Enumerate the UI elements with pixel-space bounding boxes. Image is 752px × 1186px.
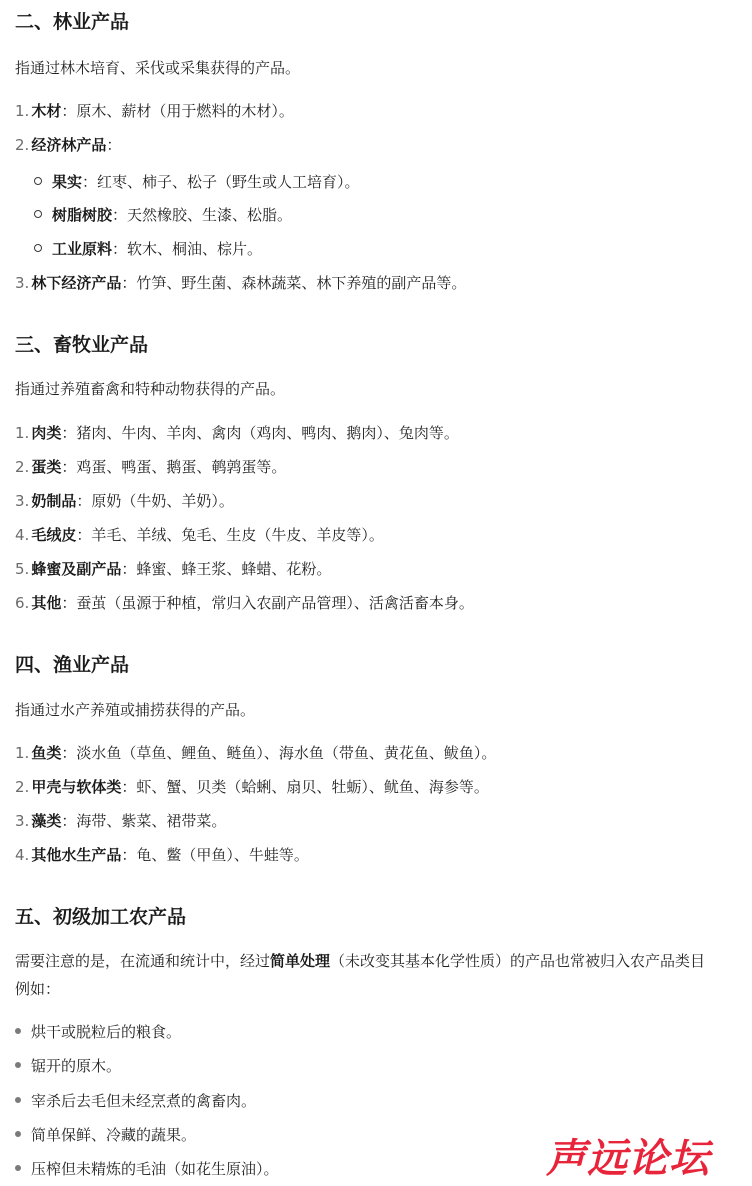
list-number: 3. — [15, 812, 30, 830]
bullet-dot-icon — [15, 1165, 21, 1171]
list-number: 2. — [15, 136, 30, 154]
bullet-text: 简单保鲜、冷藏的蔬果。 — [31, 1126, 197, 1144]
list-number: 1. — [15, 744, 30, 762]
item-text: ：龟、鳖（甲鱼）、牛蛙等。 — [121, 846, 309, 864]
item-text: ：软木、桐油、棕片。 — [112, 240, 263, 258]
item-label: 经济林产品 — [31, 136, 107, 154]
list-number: 2. — [15, 778, 30, 796]
section-title-forestry: 二、林业产品 — [15, 11, 130, 33]
list-number: 3. — [15, 274, 30, 292]
list-number: 4. — [15, 526, 30, 544]
item-label: 藻类 — [31, 812, 62, 830]
list-item — [15, 273, 466, 293]
section-desc-fishery: 指通过水产养殖或捕捞获得的产品。 — [15, 701, 256, 719]
list-number: 1. — [15, 102, 30, 120]
list-item — [15, 593, 474, 613]
bullet-text: 压榨但未精炼的毛油（如花生原油）。 — [31, 1160, 279, 1178]
circle-bullet-icon — [34, 177, 42, 185]
bullet-text: 宰杀后去毛但未经烹煮的禽畜肉。 — [31, 1092, 257, 1110]
section-desc-forestry: 指通过林木培育、采伐或采集获得的产品。 — [15, 59, 301, 77]
circle-bullet-icon — [34, 244, 42, 252]
item-label: 甲壳与软体类 — [31, 778, 122, 796]
section-title-processed: 五、初级加工农产品 — [15, 906, 187, 928]
section-title-fishery: 四、渔业产品 — [15, 654, 130, 676]
note-emphasis: 简单处理 — [270, 952, 331, 970]
list-item — [15, 457, 286, 477]
bullet-item — [15, 1091, 256, 1111]
item-label: 鱼类 — [31, 744, 62, 762]
list-number: 2. — [15, 458, 30, 476]
item-label: 蜂蜜及副产品 — [31, 560, 122, 578]
item-label: 奶制品 — [31, 492, 77, 510]
list-number: 4. — [15, 846, 30, 864]
list-item — [15, 777, 489, 797]
section-desc-livestock: 指通过养殖畜禽和特种动物获得的产品。 — [15, 380, 286, 398]
list-item — [15, 135, 121, 155]
note-text: （未改变其基本化学性质）的产品也常被归入农产品类目 — [330, 952, 706, 970]
sub-list-item — [34, 172, 360, 192]
list-item — [15, 845, 309, 865]
list-item — [15, 559, 331, 579]
item-text: ：天然橡胶、生漆、松脂。 — [112, 206, 293, 224]
item-label: 林下经济产品 — [31, 274, 122, 292]
list-number: 3. — [15, 492, 30, 510]
item-label: 毛绒皮 — [31, 526, 77, 544]
sub-list-item — [34, 239, 262, 259]
sub-list-item — [34, 205, 292, 225]
item-text: ：海带、紫菜、裙带菜。 — [61, 812, 227, 830]
list-item — [15, 491, 234, 511]
bullet-dot-icon — [15, 1062, 21, 1068]
bullet-item — [15, 1022, 181, 1042]
list-number: 1. — [15, 424, 30, 442]
list-item — [15, 525, 384, 545]
list-item — [15, 743, 496, 763]
note-text: 需要注意的是，在流通和统计中，经过 — [15, 952, 271, 970]
item-label: 木材 — [31, 102, 62, 120]
item-label: 工业原料 — [52, 240, 113, 258]
circle-bullet-icon — [34, 210, 42, 218]
section-title-livestock: 三、畜牧业产品 — [15, 334, 149, 356]
item-text: ：鸡蛋、鸭蛋、鹅蛋、鹌鹑蛋等。 — [61, 458, 287, 476]
list-number: 6. — [15, 594, 30, 612]
item-text: ：虾、蟹、贝类（蛤蜊、扇贝、牡蛎）、鱿鱼、海参等。 — [121, 778, 489, 796]
item-text: ：原木、薪材（用于燃料的木材）。 — [61, 102, 294, 120]
bullet-dot-icon — [15, 1028, 21, 1034]
item-label: 其他 — [31, 594, 62, 612]
section-note — [15, 951, 705, 971]
item-text: ：猪肉、牛肉、羊肉、禽肉（鸡肉、鸭肉、鹅肉）、兔肉等。 — [61, 424, 459, 442]
bullet-dot-icon — [15, 1131, 21, 1137]
item-label: 果实 — [52, 173, 83, 191]
item-text: ：原奶（牛奶、羊奶）。 — [76, 492, 234, 510]
bullet-text: 烘干或脱粒后的粮食。 — [31, 1023, 182, 1041]
item-label: 树脂树胶 — [52, 206, 113, 224]
item-text: ：红枣、柿子、松子（野生或人工培育）。 — [82, 173, 360, 191]
bullet-dot-icon — [15, 1097, 21, 1103]
item-text: ：蚕茧（虽源于种植，常归入农副产品管理）、活禽活畜本身。 — [61, 594, 474, 612]
bullet-item — [15, 1125, 196, 1145]
forum-watermark-logo: 声远论坛 — [546, 1136, 710, 1182]
item-label: 肉类 — [31, 424, 62, 442]
item-text: ：竹笋、野生菌、森林蔬菜、林下养殖的副产品等。 — [121, 274, 467, 292]
item-label: 蛋类 — [31, 458, 62, 476]
item-label: 其他水生产品 — [31, 846, 122, 864]
list-item — [15, 101, 294, 121]
item-text: ： — [106, 136, 122, 154]
list-item — [15, 811, 226, 831]
bullet-item — [15, 1159, 279, 1179]
bullet-item — [15, 1056, 121, 1076]
item-text: ：蜂蜜、蜂王浆、蜂蜡、花粉。 — [121, 560, 332, 578]
bullet-text: 锯开的原木。 — [31, 1057, 122, 1075]
item-text: ：淡水鱼（草鱼、鲤鱼、鲢鱼）、海水鱼（带鱼、黄花鱼、鲅鱼）。 — [61, 744, 497, 762]
item-text: ：羊毛、羊绒、兔毛、生皮（牛皮、羊皮等）。 — [76, 526, 384, 544]
section-note-continued: 例如： — [15, 980, 61, 998]
list-item — [15, 423, 459, 443]
list-number: 5. — [15, 560, 30, 578]
